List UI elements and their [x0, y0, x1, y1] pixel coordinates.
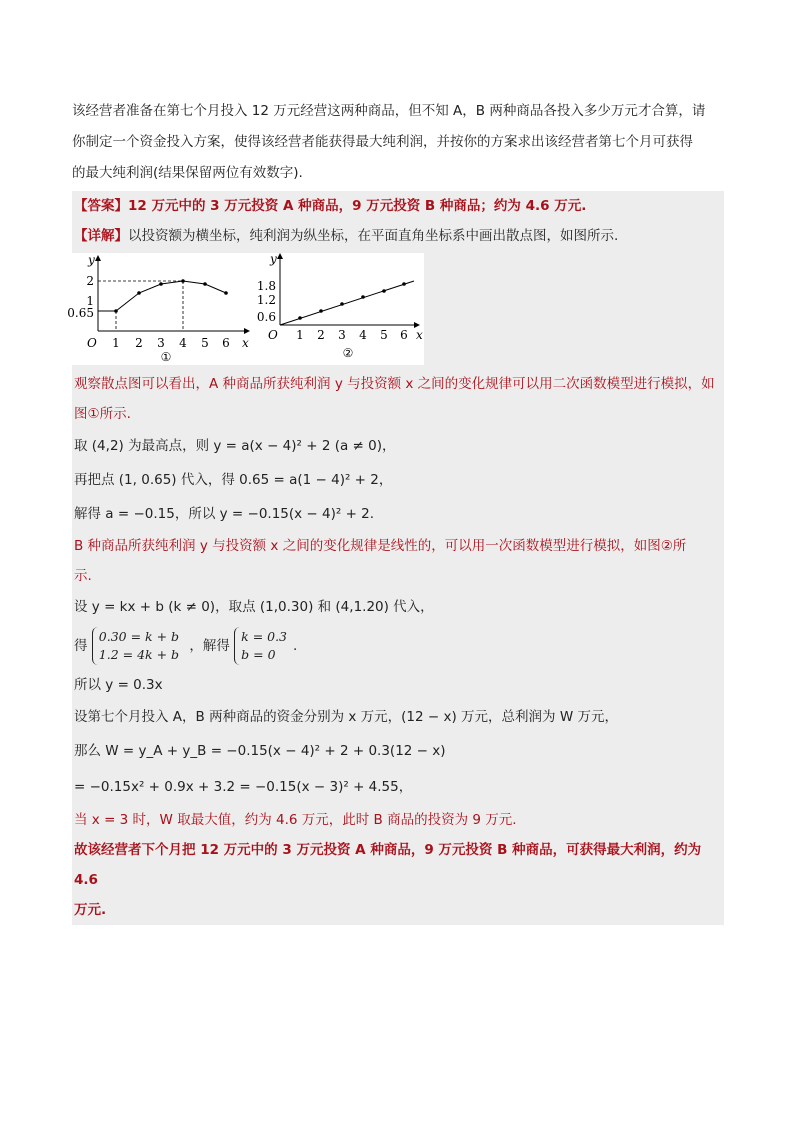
- solve-a-line: 解得 a = −0.15，所以 y = −0.15(x − 4)² + 2.: [74, 506, 375, 522]
- graph1-xtick-1: 1: [112, 336, 120, 350]
- expand-line: = −0.15x² + 0.9x + 3.2 = −0.15(x − 3)² + 4.55，: [74, 779, 413, 795]
- detail-tag: 【详解】: [74, 228, 128, 244]
- take-max-line: 取 (4,2) 为最高点，则 y = a(x − 4)² + 2 (a ≠ 0)，: [74, 438, 396, 454]
- eq1-b: 1.2 = 4k + b: [98, 647, 180, 662]
- invest-line: 设第七个月投入 A，B 两种商品的资金分别为 x 万元，(12 − x) 万元，总利润为 W 万元，: [74, 709, 618, 725]
- obs-b-line: B 种商品所获纯利润 y 与投资额 x 之间的变化规律是线性的，可以用一次函数模型进行模拟，如图②所: [74, 538, 687, 554]
- graph1-ytick-065: 0.65: [67, 306, 94, 320]
- graph1-axis-x: x: [242, 336, 249, 350]
- graph2-origin: O: [268, 328, 278, 342]
- solution-block: [67, 191, 724, 925]
- solve-text: ，解得: [189, 638, 230, 654]
- graph2-axis-x: x: [416, 328, 423, 342]
- detail-row: [72, 221, 724, 251]
- graph1-xtick-2: 2: [135, 336, 143, 350]
- graphs-area: [67, 251, 724, 369]
- graph2-ytick-06: 0.6: [256, 310, 276, 324]
- so-line: 所以 y = 0.3x: [74, 677, 163, 693]
- graph2-ytick-18: 1.8: [256, 279, 276, 293]
- graph1-xtick-5: 5: [201, 336, 209, 350]
- graph2-axis-y: y: [270, 252, 277, 266]
- total-profit-line: 那么 W = y_A + y_B = −0.15(x − 4)² + 2 + 0.3(12 − x): [74, 743, 446, 759]
- obs-a-line: 观察散点图可以看出，A 种商品所获纯利润 y 与投资额 x 之间的变化规律可以用二次函数模型进行模拟，如: [74, 376, 715, 392]
- system-line: [72, 623, 724, 669]
- system-2: [234, 627, 293, 665]
- set-linear-line: 设 y = kx + b (k ≠ 0)，取点 (1,0.30) 和 (4,1.20) 代入，: [74, 599, 434, 615]
- graph1-ytick-1: 1: [86, 294, 94, 308]
- obs-b-line-2: 示.: [74, 568, 92, 584]
- question-line-2: 你制定一个资金投入方案，使得该经营者能获得最大纯利润，并按你的方案求出该经营者第七个月可获得: [72, 134, 693, 150]
- question-line-3: 的最大纯利润(结果保留两位有效数字).: [72, 165, 303, 181]
- answer-text: 12 万元中的 3 万元投资 A 种商品，9 万元投资 B 种商品；约为 4.6 万元.: [128, 198, 587, 214]
- graph2-ytick-12: 1.2: [256, 293, 276, 307]
- graph1-label: ①: [160, 350, 172, 364]
- system-1: [92, 627, 185, 665]
- eq1-a: 0.30 = k + b: [98, 629, 180, 644]
- graph1-origin: O: [87, 336, 97, 350]
- system-dot: .: [293, 638, 298, 654]
- get-text: 得: [74, 638, 88, 654]
- answer-tag: 【答案】: [74, 198, 128, 214]
- graph2-label: ②: [342, 346, 354, 360]
- obs-a-line-2: 图①所示.: [74, 406, 131, 422]
- graph2-xtick-5: 5: [380, 328, 388, 342]
- graph1-xtick-6: 6: [222, 336, 230, 350]
- scatter-figures: [67, 252, 424, 365]
- graph2-xtick-2: 2: [317, 328, 325, 342]
- graph2-xtick-6: 6: [400, 328, 408, 342]
- eq2-a: k = 0.3: [241, 629, 288, 644]
- graph2-xtick-1: 1: [296, 328, 304, 342]
- conclusion-line-2: 万元.: [74, 902, 107, 918]
- question-line-1: 该经营者准备在第七个月投入 12 万元经营这两种商品，但不知 A，B 两种商品各投入多少万元才合算，请: [72, 103, 706, 119]
- detail-text: 以投资额为横坐标，纯利润为纵坐标，在平面直角坐标系中画出散点图，如图所示.: [128, 228, 619, 244]
- graph1-ytick-2: 2: [86, 274, 94, 288]
- graph2-xtick-3: 3: [338, 328, 346, 342]
- substitute-line: 再把点 (1, 0.65) 代入，得 0.65 = a(1 − 4)² + 2，: [74, 472, 393, 488]
- graph1-xtick-4: 4: [179, 336, 187, 350]
- page-content: [67, 96, 724, 925]
- graph1-xtick-3: 3: [157, 336, 165, 350]
- answer-row: [72, 191, 724, 221]
- graph2-xtick-4: 4: [359, 328, 367, 342]
- eq2-b: b = 0: [241, 647, 276, 662]
- max-line: 当 x = 3 时，W 取最大值，约为 4.6 万元，此时 B 商品的投资为 9 万元.: [74, 812, 517, 828]
- graph1-axis-y: y: [88, 253, 95, 267]
- conclusion-line: 故该经营者下个月把 12 万元中的 3 万元投资 A 种商品，9 万元投资 B 种商品，可获得最大利润，约为 4.6: [74, 842, 702, 888]
